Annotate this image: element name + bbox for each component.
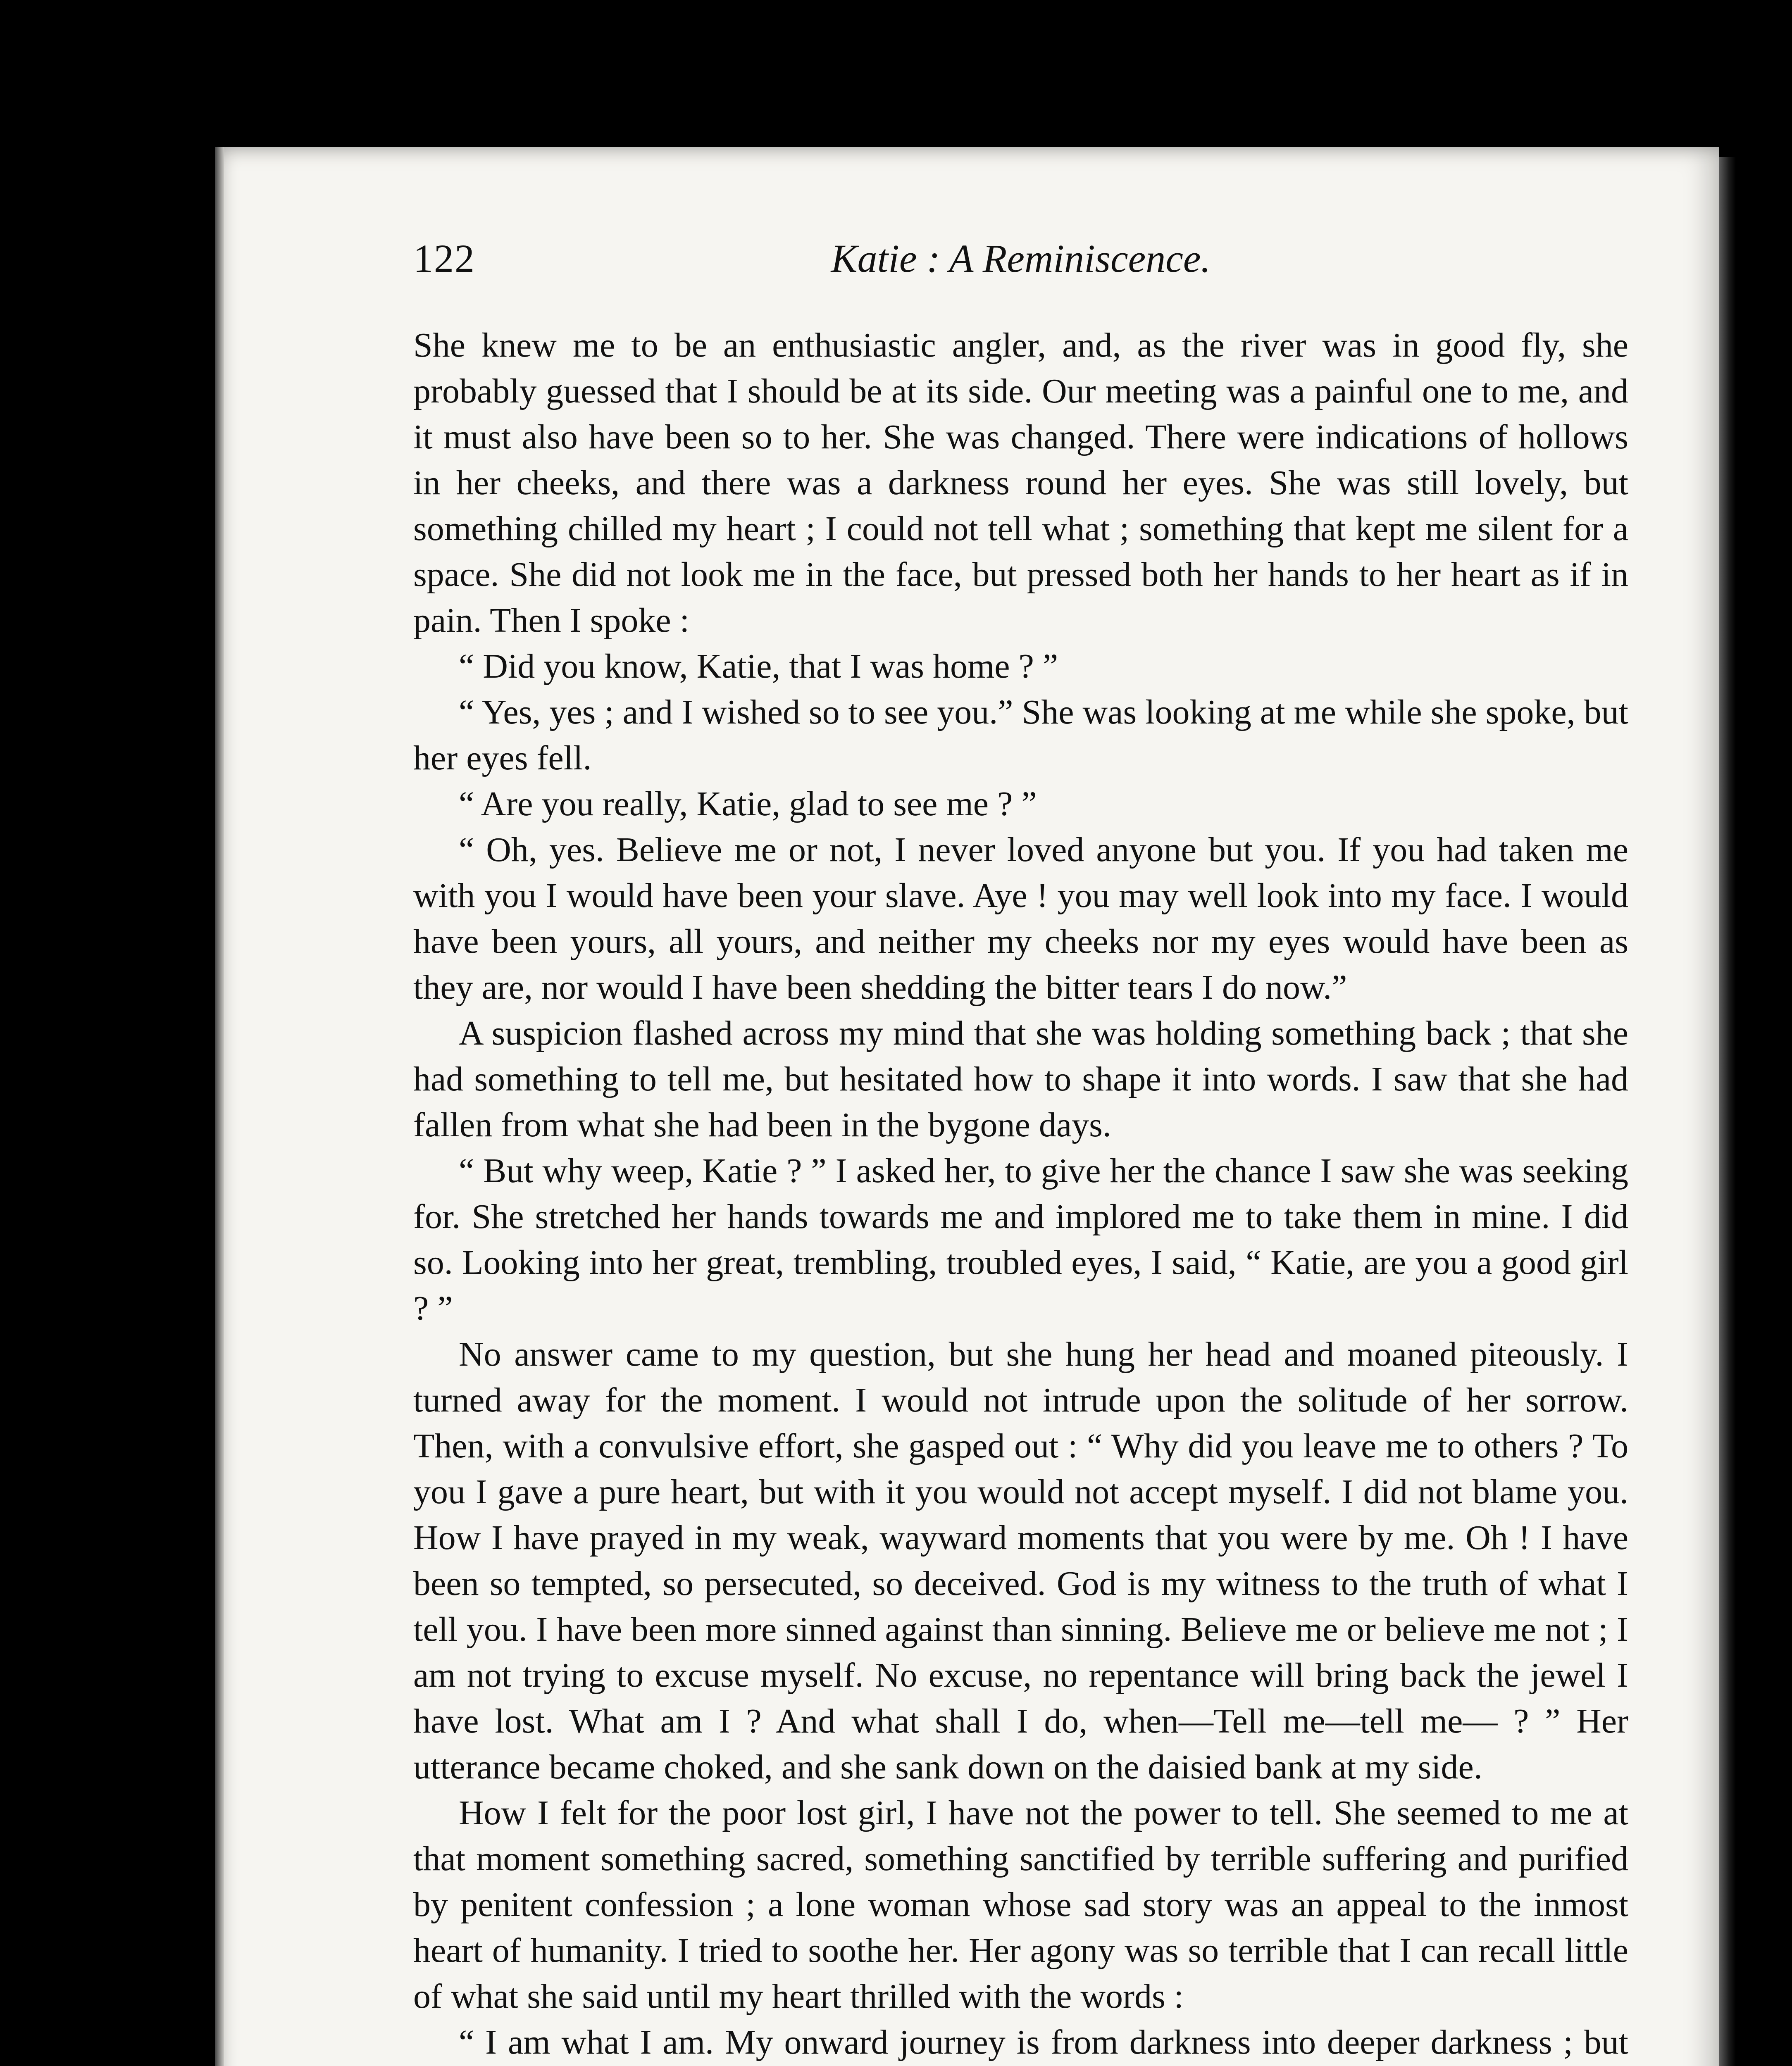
page-number: 122 bbox=[413, 236, 475, 281]
paragraph: How I felt for the poor lost girl, I have not the power to tell. She seemed to me at that moment something sacred, something sanctified by terrible suffering and purified by penitent confession ; a lone woman whose sad story was an appeal to the inmost heart of humanity. I tried to soothe her. Her agony was so terrible that I can recall little of what she said until my heart thrilled with the words : bbox=[413, 1794, 1628, 2016]
page-binding-edge bbox=[215, 147, 224, 2066]
paragraph: A suspicion flashed across my mind that she was holding something back ; that she had something to tell me, but hesitated how to shape it into words. I saw that she had fallen from what she had been in the bygone days. bbox=[413, 1014, 1628, 1144]
paragraph: “ But why weep, Katie ? ” I asked her, to give her the chance I saw she was seeking for. She stretched her hands towards me and implored me to take them in mine. I did so. Looking into her great, trembling, troubled eyes, I said, “ Katie, are you a good girl ? ” bbox=[413, 1152, 1628, 1328]
paragraph: “ Did you know, Katie, that I was home ? ” bbox=[459, 647, 1058, 685]
body-text bbox=[413, 322, 1628, 2066]
paragraph: “ I am what I am. My onward journey is from darkness into deeper darkness ; but bbox=[459, 2023, 1628, 2061]
paragraph: “ Are you really, Katie, glad to see me ? ” bbox=[459, 785, 1037, 823]
paragraph: She knew me to be an enthusiastic angler, and, as the river was in good fly, she probably guessed that I should be at its side. Our meeting was a painful one to me, and it must also have been so to her. She was changed. There were indications of hollows in her cheeks, and there was a darkness round her eyes. She was still lovely, but something chilled my heart ; I could not tell what ; something that kept me silent for a space. She did not look me in the face, but pressed both her hands to her heart as if in pain. Then I spoke : bbox=[413, 326, 1628, 640]
running-title: Katie : A Reminiscence. bbox=[831, 236, 1211, 281]
paragraph: “ Oh, yes. Believe me or not, I never loved anyone but you. If you had taken me with you I would have been your slave. Aye ! you may well look into my face. I would have been yours, all yours, and neither my cheeks nor my eyes would have been as they are, nor would I have been shedding the bitter tears I do now.” bbox=[413, 831, 1628, 1007]
page-stack-edge bbox=[1719, 157, 1736, 2066]
page-header bbox=[413, 231, 1628, 293]
paragraph: “ Yes, yes ; and I wished so to see you.” She was looking at me while she spoke, but her eyes fell. bbox=[413, 693, 1628, 777]
paragraph: No answer came to my question, but she hung her head and moaned piteously. I turned away for the moment. I would not intrude upon the solitude of her sorrow. Then, with a convulsive effort, she gasped out : “ Why did you leave me to others ? To you I gave a pure heart, but with it you would not accept myself. I did not blame you. How I have prayed in my weak, wayward moments that you were by me. Oh ! I have been so tempted, so persecuted, so deceived. God is my witness to the truth of what I tell you. I have been more sinned against than sinning. Believe me or believe me not ; I am not trying to excuse myself. No excuse, no repentance will bring back the jewel I have lost. What am I ? And what shall I do, when—Tell me—tell me— ? ” Her utterance became choked, and she sank down on the daisied bank at my side. bbox=[413, 1335, 1628, 1786]
